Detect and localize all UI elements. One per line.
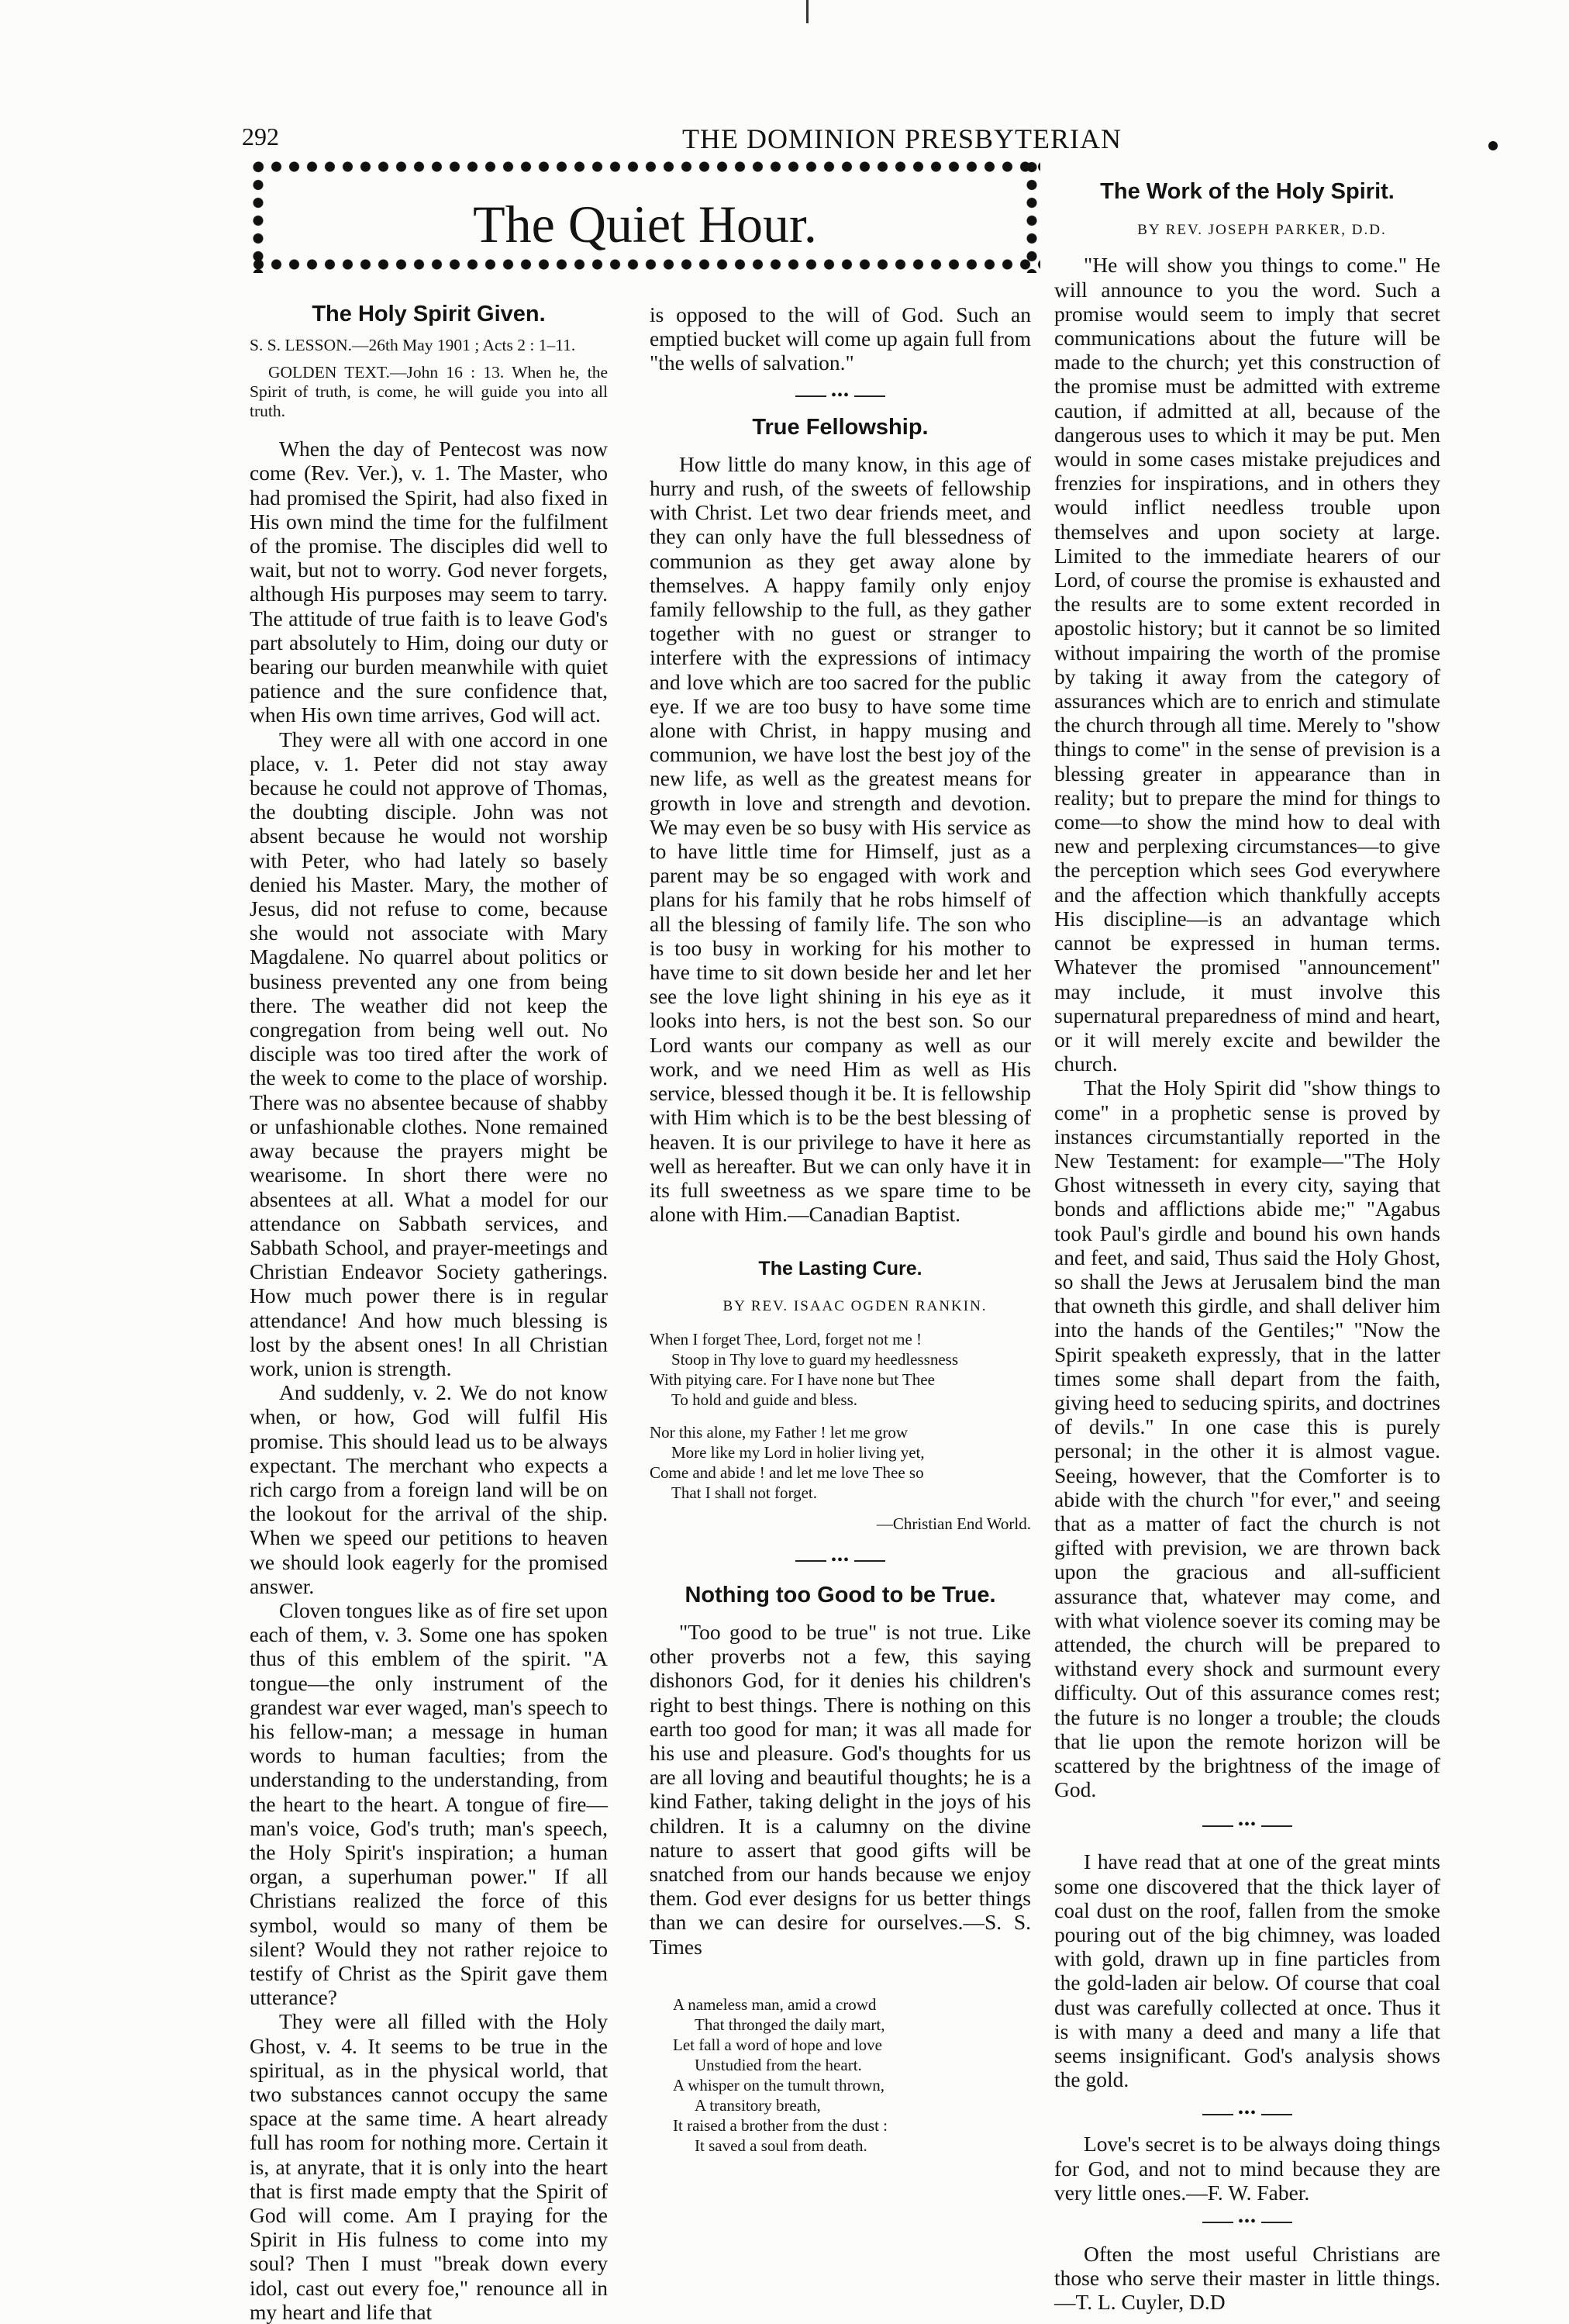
poem-line: It raised a brother from the dust : xyxy=(673,2115,888,2135)
lasting-cure-heading: The Lasting Cure. xyxy=(758,1258,922,1280)
lasting-cure-poem xyxy=(650,1329,1031,1503)
banner-title: The Quiet Hour. xyxy=(473,195,817,254)
lasting-cure-attribution: —Christian End World. xyxy=(876,1514,1031,1533)
poem-line: Let fall a word of hope and love xyxy=(673,2035,882,2054)
poem-line: To hold and guide and bless. xyxy=(671,1390,857,1409)
poem-line: With pitying care. For I have none but Thee xyxy=(650,1369,935,1389)
separator: ••• xyxy=(1054,2104,1440,2122)
poem-line: When I forget Thee, Lord, forget not me ! xyxy=(650,1329,922,1348)
nothing-too-good-heading: Nothing too Good to be True. xyxy=(684,1582,996,1607)
work-of-holy-spirit-heading: The Work of the Holy Spirit. xyxy=(1100,179,1395,204)
separator: ••• xyxy=(650,386,1031,405)
column-1 xyxy=(250,302,608,2324)
paragraph: They were all with one accord in one place, v. 1. Peter did not stay away because he could not approve of Thomas, the doubting disciple. John was not absent because he would not worship with Peter, who had lately so basely denied his Master. Mary, the mother of Jesus, did not refuse to come, because she would not associate with Mary Magdalene. No quarrel about politics or business prevented any one from being there. The weather did not keep the congregation from being well out. No disciple was too tired after the work of the week to come to the place of worship. There was no absentee because of shabby or unfashionable clothes. None remained away because the prayers might be wearisome. In short there were no absentees at all. What a model for our attendance on Sabbath services, and Sabbath School, and prayer-meetings and Christian Endeavor Society gatherings. How much power there is in regular attendance! And how much blessing is lost by the absent ones! In all Christian work, union is strength. xyxy=(250,727,608,1380)
paragraph: Cloven tongues like as of fire set upon each of them, v. 3. Some one has spoken thus of this emblem of the spirit. "A tongue—the only instrument of the grandest war ever waged, man's speech to his fellow-man; a message in human words to human faculties; from the understanding to the understanding, from the heart to the heart. A tongue of fire—man's voice, God's truth; man's speech, the Holy Spirit's inspiration; a human organ, a superhuman power." If all Christians realized the force of this symbol, would so many of them be silent? Would they not rather rejoice to testify of Christ as the Spirit gave them utterance? xyxy=(250,1597,608,2010)
nothing-too-good-paragraph: "Too good to be true" is not true. Like other proverbs not a few, this saying dishonors God, for it denies his children's right to best things. There is nothing on this earth too good for man; it was all made for his use and pleasure. God's thoughts for us are all loving and beautiful thoughts; he is a kind Father, taking delight in the joys of his children. It is a calumny on the divine nature to assert that good gifts will be snatched from our hands because we enjoy them. God ever designs for us better things than we can desire for ourselves.—S. S. Times xyxy=(650,1619,1031,1959)
true-fellowship-heading: True Fellowship. xyxy=(752,414,929,440)
poem-line: That I shall not forget. xyxy=(671,1483,817,1502)
scan-mark xyxy=(806,0,809,23)
lasting-cure-byline: BY REV. ISAAC OGDEN RANKIN. xyxy=(722,1297,988,1314)
running-header: THE DOMINION PRESBYTERIAN xyxy=(682,123,1122,154)
poem-line: A transitory breath, xyxy=(695,2095,821,2115)
useful-christians-paragraph: Often the most useful Christians are those who serve their master in little things.—T. L. Cuyler, D.D xyxy=(1054,2242,1440,2315)
nameless-man-poem xyxy=(673,1994,1031,2156)
mints-paragraph: I have read that at one of the great mints some one discovered that the thick layer of coal dust on the roof, fallen from the smoke pouring out of the big chimney, was loaded with gold, drawn up in fine particles from the gold-laden air below. Of course that coal dust was carefully collected at once. Thus it is with many a deed and many a life that seems insignificant. God's analysis shows the gold. xyxy=(1054,1849,1440,2092)
holy-spirit-given-heading: The Holy Spirit Given. xyxy=(312,302,546,326)
poem-line: It saved a soul from death. xyxy=(695,2136,867,2155)
golden-text: GOLDEN TEXT.—John 16 : 13. When he, the Spirit of truth, is come, he will guide you into all truth. xyxy=(250,363,608,421)
separator: ••• xyxy=(1054,1815,1440,1834)
poem-line: More like my Lord in holier living yet, xyxy=(671,1442,925,1462)
lesson-line: S. S. LESSON.—26th May 1901 ; Acts 2 : 1–11. xyxy=(250,336,576,355)
fellowship-paragraph: How little do many know, in this age of hurry and rush, of the sweets of fellowship with Christ. Let two dear friends meet, and they can only have the full blessedness of communion as they get away alone by themselves. A happy family only enjoy family fellowship to the full, as they gather together with no guest or stranger to interfere with the expressions of intimacy and love which are too sacred for the public eye. If we are too busy to have some time alone with Christ, in happy musing and communion, we have lost the best joy of the new life, as well as the greatest means for growth in love and strength and devotion. We may even be so busy with His service as to have little time for Himself, just as a parent may be so engaged with work and plans for his family that he robs himself of all the blessing of family life. The son who is too busy in working for his mother to have time to sit down beside her and let her see the love light shining in his eye as it looks into hers, is not the best son. So our Lord wants our company as well as our work, and we need Him as well as His service, blessed though it be. It is fellowship with Him which is to be the best blessing of heaven. It is our privilege to have it here as well as hereafter. But we can only have it in its full sweetness as we spare time to be alone with Him.—Canadian Baptist. xyxy=(650,451,1031,1227)
poem-line: That thronged the daily mart, xyxy=(695,2015,885,2034)
work-byline: BY REV. JOSEPH PARKER, D.D. xyxy=(1137,222,1387,239)
continued-paragraph: is opposed to the will of God. Such an emptied bucket will come up again full from "the wells of salvation." xyxy=(650,302,1031,375)
loves-secret-paragraph: Love's secret is to be always doing things for God, and not to mind because they are very little ones.—F. W. Faber. xyxy=(1054,2132,1440,2205)
poem-line: Unstudied from the heart. xyxy=(695,2055,862,2074)
banner-bottom-border xyxy=(250,256,1040,273)
separator: ••• xyxy=(650,1551,1031,1569)
margin-dot xyxy=(1488,141,1498,150)
column-2 xyxy=(650,302,1031,2156)
paragraph: And suddenly, v. 2. We do not know when, or how, God will fulfil His promise. This should lead us to be always expectant. The merchant who expects a rich cargo from a foreign land will be on the lookout for the arrival of the ship. When we speed our petitions to heaven we should look eagerly for the promised answer. xyxy=(250,1380,608,1598)
poem-line: A nameless man, amid a crowd xyxy=(673,1994,877,2014)
paragraph: That the Holy Spirit did "show things to come" in a prophetic sense is proved by instances circumstantially reported in the New Testament: for example—"The Holy Ghost witnesseth in every city, saying that bonds and afflictions abide me;" "Agabus took Paul's girdle and bound his own hands and feet, and said, Thus said the Holy Ghost, so shall the Jews at Jerusalem bind the man that owneth this girdle, and shall deliver him into the hands of the Gentiles;" "Now the Spirit speaketh expressly, that in the latter times some shall depart from the faith, giving heed to seducing spirits, and doctrines of devils." In one case this is purely personal; in the other it is almost vague. Seeing, however, that the Comforter is to abide with the church "for ever," and seeing that as a matter of fact the church is not gifted with prevision, we are thrown back upon the gracious and all-sufficient assurance that, whatever may come, and with what violence soever its coming may be attended, the church will be prepared to withstand every shock and surmount every difficulty. Out of this assurance comes rest; the future is no longer a trouble; the clouds that lie upon the remote horizon will be scattered by the brightness of the image of God. xyxy=(1054,1076,1440,1802)
paragraph: When the day of Pentecost was now come (Rev. Ver.), v. 1. The Master, who had promised the Spirit, had also fixed in His own mind the time for the fulfilment of the promise. The disciples did well to wait, but not to worry. God never forgets, although His purposes may seem to tarry. The attitude of true faith is to leave God's part absolutely to Him, doing our duty or bearing our burden meanwhile with quiet patience and the sure confidence that, when His own time arrives, God will act. xyxy=(250,437,608,727)
poem-line: A whisper on the tumult thrown, xyxy=(673,2075,885,2094)
banner-top-border xyxy=(250,158,1040,175)
separator: ••• xyxy=(1054,2212,1440,2231)
quiet-hour-banner xyxy=(250,158,1040,273)
paragraph: They were all filled with the Holy Ghost, v. 4. It seems to be true in the spiritual, as in the physical world, that two substances cannot occupy the same space at the same time. A heart already full has room for nothing more. Certain it is, at anyrate, that it is only into the heart that is first made empty that the Spirit of God will come. Am I praying for the Spirit in His fulness to come into my soul? Then I must "break down every idol, cast out every foe," renounce all in my heart and life that xyxy=(250,2009,608,2324)
poem-line: Come and abide ! and let me love Thee so xyxy=(650,1462,924,1482)
poem-line: Nor this alone, my Father ! let me grow xyxy=(650,1422,909,1442)
poem-line: Stoop in Thy love to guard my heedlessness xyxy=(671,1349,958,1369)
paragraph: "He will show you things to come." He will announce to you the word. Such a promise would seem to imply that secret communications about the future will be made to the church; yet this construction of the promise must be admitted with extreme caution, if admitted at all, because of the dangerous uses to which it may be put. Men would in some cases mistake prejudices and frenzies for inspirations, and in others they would inflict needless trouble upon themselves and upon society at large. Limited to the immediate hearers of our Lord, of course the promise is exhausted and the results are to some extent recorded in apostolic history; but it cannot be so limited without impairing the worth of the promise by taking it away from the category of assurances which are to enrich and stimulate the church through all time. Merely to "show things to come" in the sense of prevision is a blessing greater in appearance than in reality; but to prepare the mind for things to come—to show the mind how to deal with new and perplexing circumstances—to give the perception which sees God everywhere and the affection which thankfully accepts His discipline—is an advantage which cannot be expressed in human terms. Whatever the promised "announcement" may include, it must involve this supernatural preparedness of mind and heart, or it will merely excite and bewilder the church. xyxy=(1054,253,1440,1076)
page-number: 292 xyxy=(242,123,279,150)
column-3 xyxy=(1054,180,1440,2315)
